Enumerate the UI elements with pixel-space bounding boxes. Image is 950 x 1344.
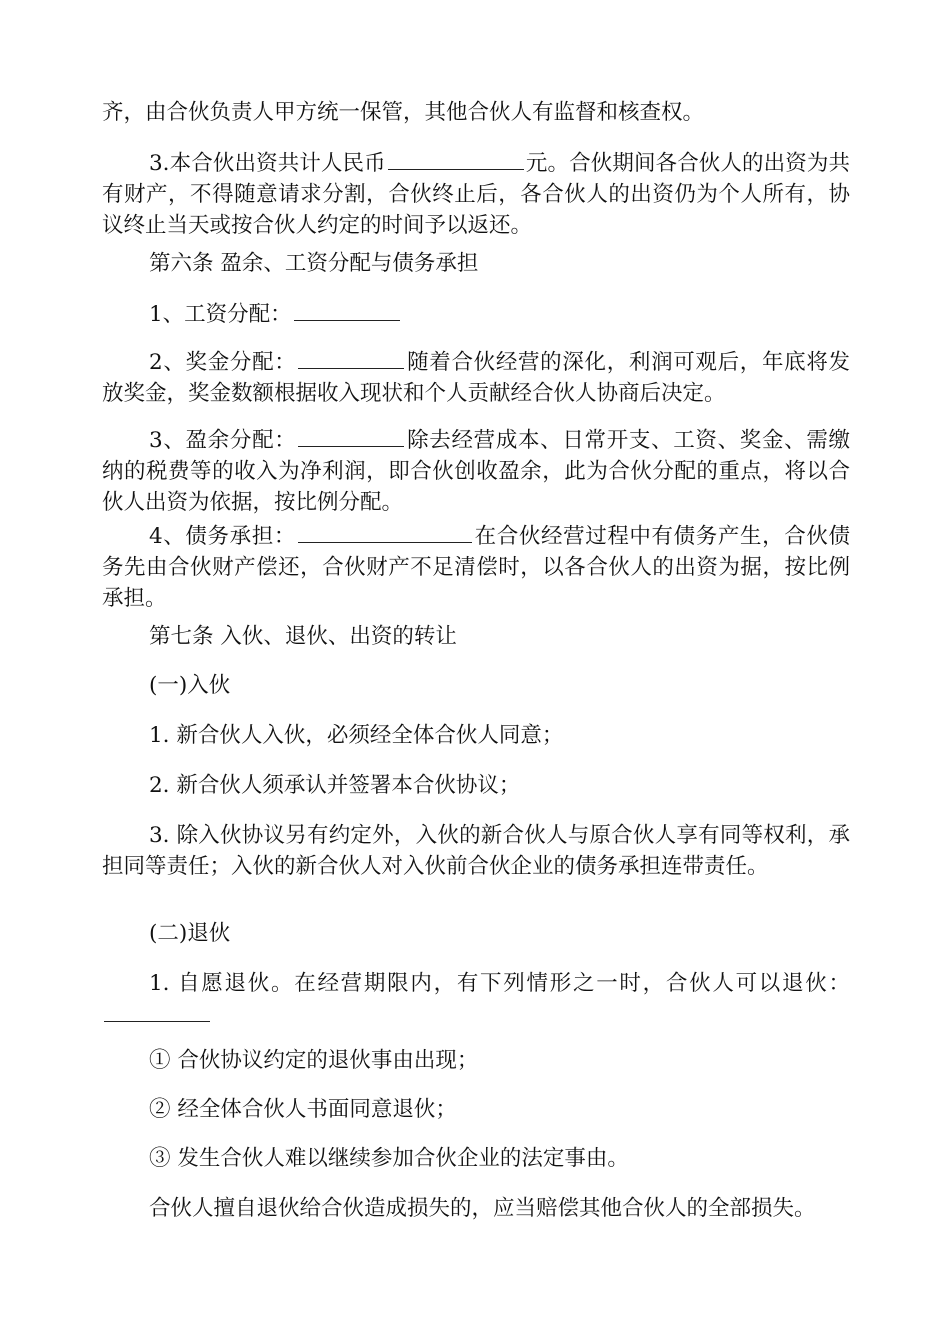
paragraph-debt (102, 520, 850, 614)
wage-blank (294, 298, 400, 321)
debt-blank (298, 520, 472, 543)
quit-condition-2: ② 经全体合伙人书面同意退伙； (149, 1097, 457, 1122)
quit-condition-3: ③ 发生合伙人难以继续参加合伙企业的法定事由。 (149, 1146, 629, 1171)
custody-text: 齐，由合伙负责人甲方统一保管，其他合伙人有监督和核查权。 (102, 100, 705, 125)
paragraph-voluntary-quit (102, 968, 850, 1031)
surplus-label: 3、盈余分配： (149, 428, 297, 453)
paragraph-capital (102, 147, 850, 241)
paragraph-bonus (102, 346, 850, 409)
quit-heading: (二)退伙 (149, 921, 231, 946)
paragraph-wage (102, 298, 850, 330)
join-item-2: 2. 新合伙人须承认并签署本合伙协议； (149, 773, 521, 798)
join-heading: (一)入伙 (149, 673, 231, 698)
debt-text: 在合伙经营过程中有债务产生，合伙债务先由合伙财产偿还，合伙财产不足清偿时，以各合伙人的出资为据，按比例承担。 (102, 524, 850, 611)
capital-text-after: 元。合伙期间各合伙人的出资为共有财产，不得随意请求分割，合伙终止后，各合伙人的出资仍为个人所有，协议终止当天或按合伙人约定的时间予以返还。 (102, 151, 850, 238)
article6-heading: 第六条 盈余、工资分配与债务承担 (149, 251, 479, 276)
capital-text-before: 3.本合伙出资共计人民币 (149, 151, 386, 176)
quit-condition-1: ① 合伙协议约定的退伙事由出现； (149, 1048, 479, 1073)
capital-amount-blank (388, 147, 524, 170)
article7-heading: 第七条 入伙、退伙、出资的转让 (149, 624, 457, 649)
paragraph-surplus (102, 424, 850, 518)
surplus-blank (298, 424, 404, 447)
bonus-text: 随着合伙经营的深化，利润可观后，年底将发放奖金，奖金数额根据收入现状和个人贡献经合伙人协商后决定。 (102, 350, 850, 406)
wage-label: 1、工资分配： (149, 302, 292, 327)
paragraph-quit-loss: 合伙人擅自退伙给合伙造成损失的，应当赔偿其他合伙人的全部损失。 (149, 1196, 816, 1221)
surplus-text: 除去经营成本、日常开支、工资、奖金、需缴纳的税费等的收入为净利润，即合伙创收盈余，此为合伙分配的重点，将以合伙人出资为依据，按比例分配。 (102, 428, 850, 515)
voluntary-quit-text: 1. 自愿退伙。在经营期限内，有下列情形之一时，合伙人可以退伙： (149, 971, 850, 996)
paragraph-custody (102, 97, 850, 128)
voluntary-quit-blank (104, 999, 210, 1022)
join-item-1: 1. 新合伙人入伙，必须经全体合伙人同意； (149, 723, 564, 748)
bonus-label: 2、奖金分配： (149, 350, 297, 375)
debt-label: 4、债务承担： (149, 524, 296, 549)
bonus-blank (298, 346, 404, 369)
join-item-3: 3. 除入伙协议另有约定外，入伙的新合伙人与原合伙人享有同等权利，承担同等责任；入伙的新合伙人对入伙前合伙企业的债务承担连带责任。 (102, 823, 850, 879)
